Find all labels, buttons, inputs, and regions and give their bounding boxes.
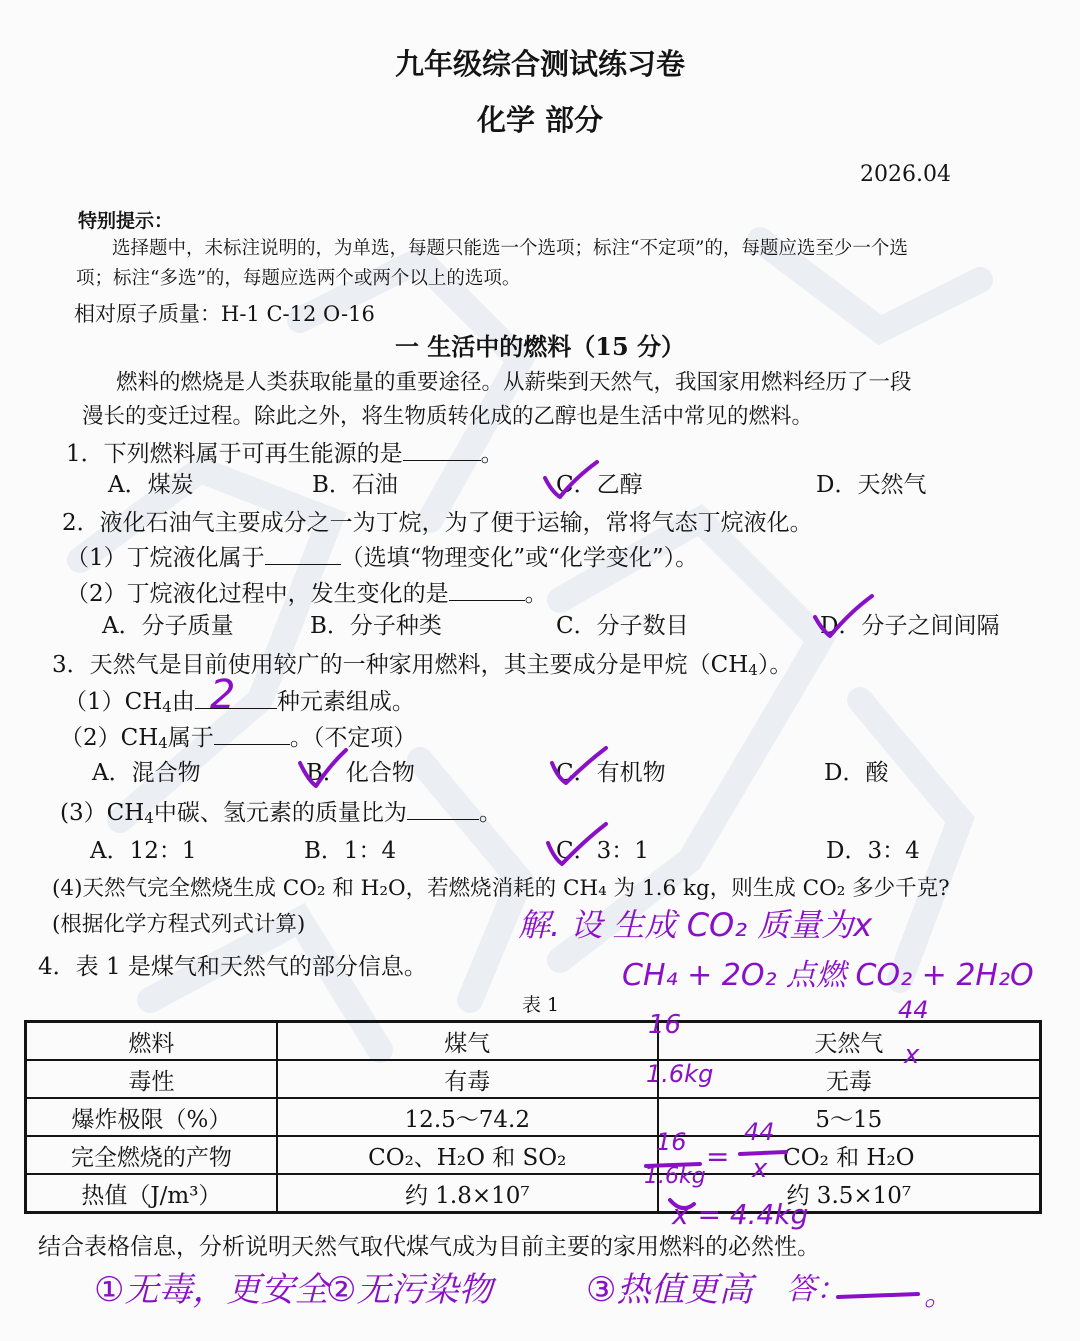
page-subtitle: 化学 部分 [476,103,604,137]
handwritten-ratio-left-bottom: 1.6kg [644,1164,706,1189]
question-3-part-3-blank[interactable] [407,797,479,820]
question-3-end: ）。 [757,652,793,678]
q3-p1-text-b: 由 [171,689,195,715]
table-row [26,1098,1041,1136]
q3-p1-text-c: 种元素组成。 [276,689,415,715]
question-2-part-2-blank[interactable] [449,578,525,601]
table-row [26,1136,1041,1174]
q3-p1-sub: 4 [162,698,172,716]
q3-p2-sub: 4 [158,734,168,752]
question-3-text: 3．天然气是目前使用较广的一种家用燃料，其主要成分是甲烷（CH [52,652,749,678]
question-3-2-option-d[interactable]: D．酸 [824,760,889,786]
table-cell: 热值（J/m³） [26,1174,277,1213]
handwritten-result: x = 4.4kg [672,1198,809,1231]
question-3-3-option-a[interactable]: A．12：1 [90,838,197,864]
question-2-part-1-text: （1）丁烷液化属于 [66,545,265,571]
question-1-option-b[interactable]: B．石油 [312,472,398,498]
q3-p2-text-c: 。（不定项） [289,725,417,751]
question-2-option-c[interactable]: C．分子数目 [556,613,689,639]
q3-p2-text-a: （2）CH [60,725,159,751]
handwritten-mass-16: 16 [648,1010,682,1040]
page-title: 九年级综合测试练习卷 [394,47,685,81]
table-cell: 约 3.5×10⁷ [658,1174,1041,1213]
table-cell: CO₂ 和 H₂O [658,1136,1041,1174]
question-2-option-b[interactable]: B．分子种类 [310,613,442,639]
fuel-info-table [24,1020,1042,1214]
question-3-part-2 [60,722,416,753]
notice-line-2: 项；标注“多选”的，每题应选两个或两个以上的选项。 [76,268,521,289]
handwritten-answer-3: ③热值更高 [586,1270,753,1310]
handwritten-answer-end: 。 [924,1278,954,1313]
question-1-option-d[interactable]: D．天然气 [816,472,927,498]
table-header-cell: 燃料 [26,1022,277,1061]
table-cell: 5～15 [658,1098,1041,1136]
section-intro-line-1: 燃料的燃烧是人类获取能量的重要途径。从薪柴到天然气，我国家用燃料经历了一段 [116,370,912,395]
exam-date: 2026.04 [860,162,951,187]
question-3-3-option-d[interactable]: D．3：4 [826,838,920,864]
section-intro-line-2: 漫长的变迁过程。除此之外，将生物质转化成的乙醇也是生活中常见的燃料。 [82,404,814,429]
question-4-stem: 4．表 1 是煤气和天然气的部分信息。 [38,954,427,980]
question-3-part-1-blank[interactable] [195,686,277,709]
question-1-end: 。 [480,441,504,467]
question-3-2-option-b[interactable]: B．化合物 [306,760,415,786]
question-2-option-d[interactable]: D．分子之间间隔 [820,613,1000,639]
answer-underline [838,1294,918,1297]
question-2-part-1 [66,542,698,573]
table-row [26,1060,1041,1098]
handwritten-given-mass: 1.6kg [646,1060,714,1088]
table-header-cell: 天然气 [658,1022,1041,1061]
question-3-3-option-b[interactable]: B．1：4 [304,838,397,864]
question-1-option-a[interactable]: A．煤炭 [108,472,194,498]
handwritten-unknown: x [904,1040,920,1070]
handwritten-ratio-right-bottom: x [752,1154,768,1184]
handwritten-answer-1: ①无毒，更安全 [94,1270,329,1310]
table-row [26,1174,1041,1213]
notice-heading: 特别提示： [78,210,174,232]
handwritten-answer-2: ②无污染物 [326,1270,493,1310]
question-3-sub: 4 [748,661,758,679]
handwritten-equation: CH₄ + 2O₂ 点燃 CO₂ + 2H₂O [622,958,1034,993]
question-2-part-2 [66,578,548,609]
question-1-option-c[interactable]: C．乙醇 [556,472,643,498]
question-3-part-4-note: (根据化学方程式列式计算) [52,912,306,937]
handwritten-answer-q3-1: 2 [210,672,236,718]
handwritten-mass-44: 44 [898,996,929,1024]
question-2-part-2-end: 。 [524,581,548,607]
question-3-part-4: (4)天然气完全燃烧生成 CO₂ 和 H₂O，若燃烧消耗的 CH₄ 为 1.6 kg，则生成 CO₂ 多少千克? [52,876,950,901]
question-3-2-option-a[interactable]: A．混合物 [92,760,201,786]
question-1-text: 1．下列燃料属于可再生能源的是 [66,441,403,467]
q3-p2-text-b: 属于 [167,725,214,751]
question-4-prompt: 结合表格信息，分析说明天然气取代煤气成为目前主要的家用燃料的必然性。 [38,1234,820,1260]
handwritten-solution-line: 解. 设 生成 CO₂ 质量为x [518,906,873,944]
table-cell: 毒性 [26,1060,277,1098]
question-3-part-1 [64,686,415,717]
notice-line-1: 选择题中，未标注说明的，为单选，每题只能选一个选项；标注“不定项”的，每题应选至少一个选 [112,238,908,259]
q3-p3-text-a: (3）CH [60,800,145,826]
question-3-3-option-c[interactable]: C．3：1 [556,838,649,864]
question-2-part-1-hint: （选填“物理变化”或“化学变化”）。 [340,545,699,571]
section-title: 一 生活中的燃料（15 分） [394,332,686,361]
table-cell: 有毒 [277,1060,658,1098]
question-2-stem: 2．液化石油气主要成分之一为丁烷，为了便于运输，常将气态丁烷液化。 [62,510,813,536]
handwritten-ratio-left-top: 16 [656,1128,687,1156]
table-header-cell: 煤气 [277,1022,658,1061]
question-2-part-2-text: （2）丁烷液化过程中，发生变化的是 [66,581,449,607]
question-3-part-2-blank[interactable] [214,722,290,745]
table-caption: 表 1 [522,994,560,1016]
question-2-part-1-blank[interactable] [265,542,341,565]
handwritten-answer-label: 答： [786,1272,846,1307]
handwritten-ratio-equals: = [706,1140,730,1173]
table-header-row [26,1022,1041,1061]
atomic-mass-note: 相对原子质量：H-1 C-12 O-16 [74,302,375,326]
q3-p3-text-c: 。 [478,800,502,826]
table-cell: 约 1.8×10⁷ [277,1174,658,1213]
table-cell: CO₂、H₂O 和 SO₂ [277,1136,658,1174]
question-3-2-option-c[interactable]: C．有机物 [556,760,666,786]
table-cell: 12.5～74.2 [277,1098,658,1136]
question-3-stem [52,650,792,680]
question-2-option-a[interactable]: A．分子质量 [102,613,234,639]
question-1-blank[interactable] [403,438,481,461]
q3-p3-text-b: 中碳、氢元素的质量比为 [153,800,407,826]
question-3-part-3 [60,797,502,828]
q3-p3-sub: 4 [144,809,154,827]
table-cell: 完全燃烧的产物 [26,1136,277,1174]
table-cell: 无毒 [658,1060,1041,1098]
q3-p1-text-a: （1）CH [64,689,163,715]
table-cell: 爆炸极限（%） [26,1098,277,1136]
question-1-stem [66,438,504,469]
handwritten-ratio-right-top: 44 [744,1118,775,1146]
